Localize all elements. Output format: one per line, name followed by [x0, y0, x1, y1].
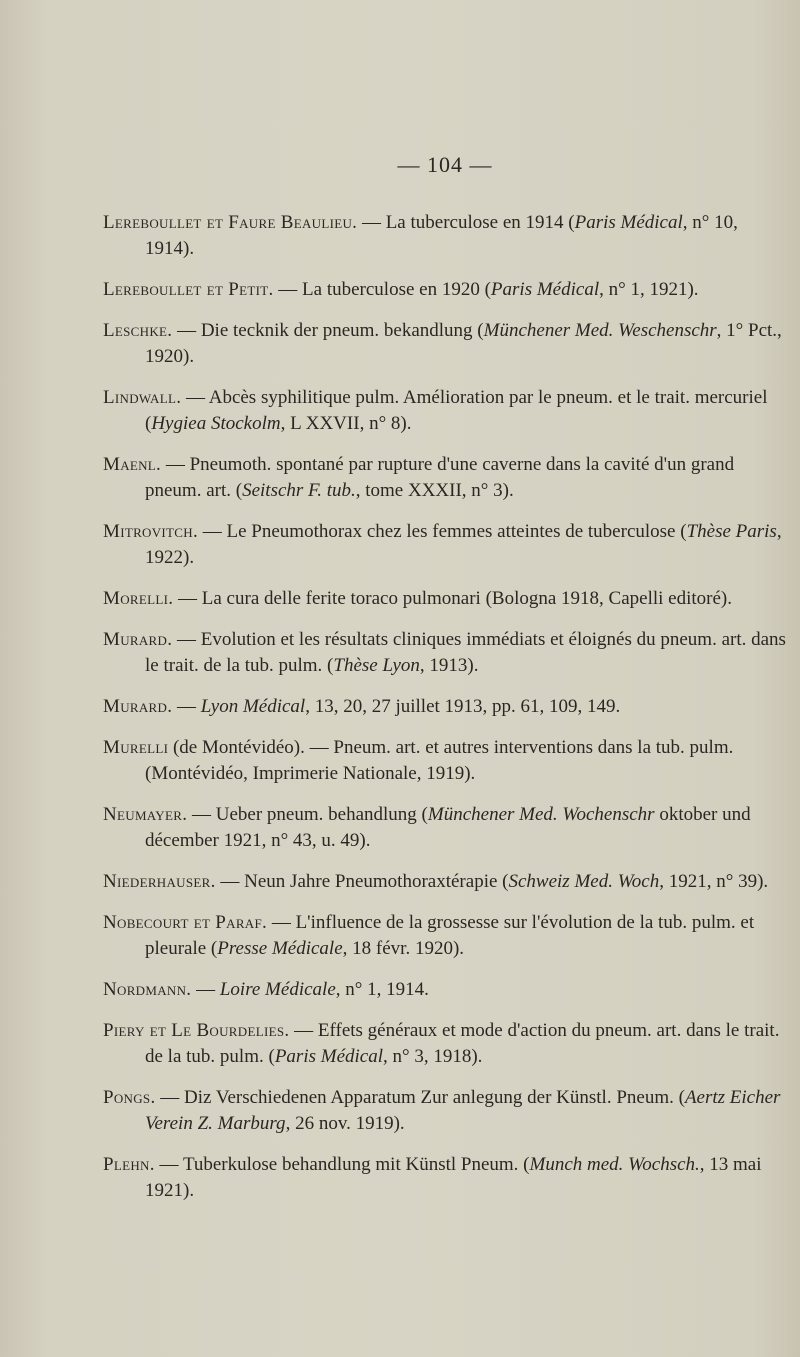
bibliography-entry [103, 210, 788, 262]
entry-text: — Tuberkulose behandlung mit Künstl Pneum. ( [159, 1154, 530, 1175]
entry-rest: , 13 mai 1921). [145, 1154, 762, 1201]
entry-text: — Effets généraux et mode d'action du pneum. art. dans le trait. de la tub. pulm. ( [145, 1020, 780, 1067]
entry-text: — La tuberculose en 1914 ( [361, 212, 575, 233]
entry-rest: , 13, 20, 27 juillet 1913, pp. 61, 109, 149. [305, 696, 621, 717]
entry-rest: , 1922). [145, 521, 782, 568]
entry-rest: oktober und décember 1921, n° 43, u. 49). [145, 804, 751, 851]
bibliography-entry [103, 318, 788, 370]
entry-rest: , L XXVII, n° 8). [280, 413, 412, 434]
bibliography-entry [103, 452, 788, 504]
entry-source: Paris Médical [574, 212, 683, 233]
entry-author: Lindwall. [103, 387, 182, 408]
entry-rest: , n° 3, 1918). [383, 1046, 483, 1067]
bibliography-entry [103, 735, 788, 787]
entry-rest: , n° 1, 1914. [335, 979, 429, 1000]
entry-text: — Evolution et les résultats cliniques immédiats et éloignés du pneum. art. dans le trait. de la tub. pulm. ( [145, 629, 786, 676]
entry-source: Thèse Lyon [333, 655, 420, 676]
bibliography-entry [103, 385, 788, 437]
entry-text: — Die tecknik der pneum. bekandlung ( [177, 320, 484, 341]
entry-source: Münchener Med. Weschenschr [483, 320, 717, 341]
entry-text: — L'influence de la grossesse sur l'évolution de la tub. pulm. et pleurale ( [145, 912, 755, 959]
entry-source: Loire Médicale [219, 979, 336, 1000]
entry-author: Neumayer. [103, 804, 188, 825]
entry-text: — [196, 979, 220, 1000]
entry-author: Mitrovitch. [103, 521, 198, 542]
entry-rest: , 18 févr. 1920). [342, 938, 465, 959]
bibliography-entry [103, 977, 788, 1003]
bibliography-entry [103, 1152, 788, 1204]
entry-text: — [177, 696, 201, 717]
bibliography-entry [103, 277, 788, 303]
bibliography-entry [103, 802, 788, 854]
entry-author: Nobecourt et Paraf. [103, 912, 268, 933]
bibliography-entry [103, 586, 788, 612]
entry-rest: , n° 10, 1914). [145, 212, 738, 259]
entry-rest: , tome XXXII, n° 3). [355, 480, 514, 501]
entry-author: Niederhauser. [103, 871, 216, 892]
bibliography-entry [103, 869, 788, 895]
entry-rest: , 1913). [419, 655, 479, 676]
bibliography-list [103, 210, 788, 1219]
bibliography-entry [103, 910, 788, 962]
entry-text: — Diz Verschiedenen Apparatum Zur anlegung der Künstl. Pneum. ( [160, 1087, 685, 1108]
entry-source: Thèse Paris [686, 521, 777, 542]
entry-author: Piery et Le Bourdelies. [103, 1020, 290, 1041]
entry-author: Murelli [103, 737, 169, 758]
entry-rest: , 26 nov. 1919). [285, 1113, 405, 1134]
entry-source: Lyon Médical [200, 696, 306, 717]
entry-source: Aertz Eicher Verein Z. Marburg [145, 1087, 781, 1134]
entry-source: Paris Médical [274, 1046, 383, 1067]
entry-source: Münchener Med. Wochenschr [427, 804, 655, 825]
entry-text: — Ueber pneum. behandlung ( [192, 804, 428, 825]
entry-rest: , n° 1, 1921). [599, 279, 699, 300]
entry-text: — La cura delle ferite toraco pulmonari (Bologna 1918, Capelli editoré). [178, 588, 732, 609]
bibliography-entry [103, 1085, 788, 1137]
entry-source: Paris Médical [490, 279, 600, 300]
page-number: — 104 — [397, 152, 493, 177]
entry-author: Lereboullet et Faure Beaulieu. [103, 212, 358, 233]
entry-author: Leschke. [103, 320, 173, 341]
entry-source: Hygiea Stockolm [151, 413, 281, 434]
entry-author: Nordmann. [103, 979, 192, 1000]
entry-text: — Le Pneumothorax chez les femmes atteintes de tuberculose ( [202, 521, 687, 542]
entry-author: Murard. [103, 696, 173, 717]
bibliography-entry [103, 627, 788, 679]
bibliography-entry [103, 1018, 788, 1070]
entry-author: Lereboullet et Petit. [103, 279, 274, 300]
entry-text: — Pneumoth. spontané par rupture d'une caverne dans la cavité d'un grand pneum. art. ( [145, 454, 735, 501]
entry-source: Schweiz Med. Woch [508, 871, 660, 892]
bibliography-entry [103, 694, 788, 720]
entry-text: — La tuberculose en 1920 ( [278, 279, 491, 300]
entry-author: Pongs. [103, 1087, 156, 1108]
entry-author: Morelli. [103, 588, 174, 609]
entry-text: — Neun Jahre Pneumothoraxtérapie ( [220, 871, 509, 892]
entry-author: Plehn. [103, 1154, 155, 1175]
entry-source: Presse Médicale [217, 938, 343, 959]
entry-rest: , 1921, n° 39). [659, 871, 769, 892]
entry-source: Munch med. Wochsch. [529, 1154, 700, 1175]
entry-author: Maenl. [103, 454, 162, 475]
entry-source: Seitschr F. tub. [242, 480, 356, 501]
bibliography-entry [103, 519, 788, 571]
entry-rest: , 1° Pct., 1920). [145, 320, 782, 367]
entry-author: Murard. [103, 629, 173, 650]
entry-text: (de Montévidéo). — Pneum. art. et autres interventions dans la tub. pulm. (Montévidéo, Imprimerie Nationale, 1919). [145, 737, 734, 784]
entry-text: — Abcès syphilitique pulm. Amélioration par le pneum. et le trait. mercuriel ( [145, 387, 768, 434]
